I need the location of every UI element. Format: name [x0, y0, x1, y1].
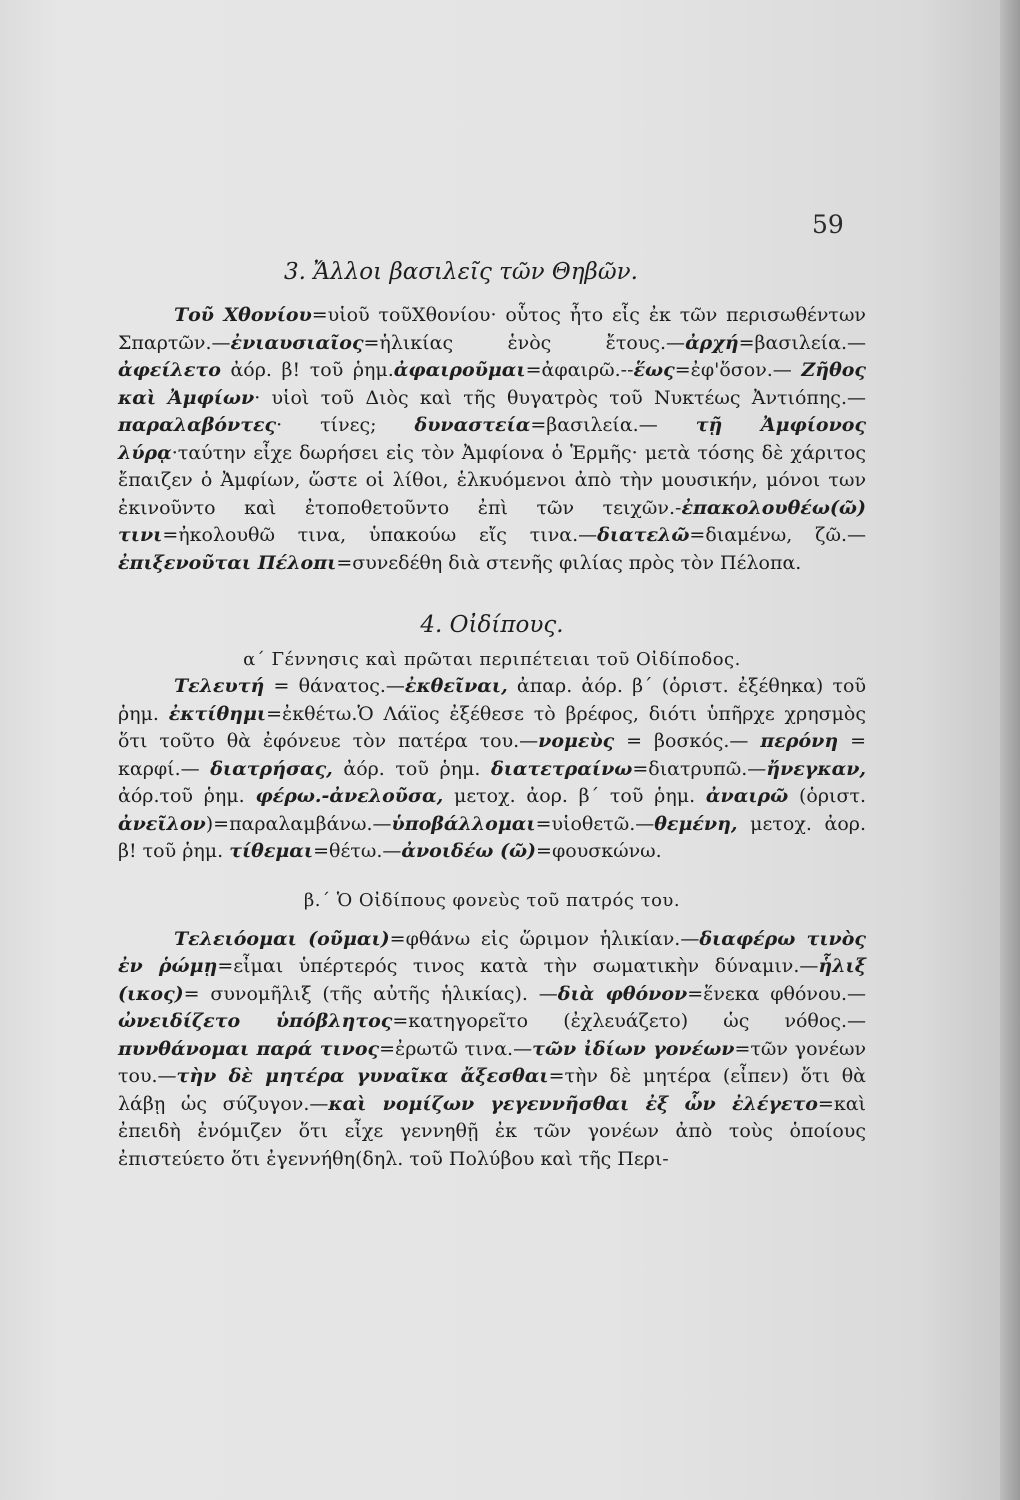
gloss-text: =διατρυπῶ.—: [632, 757, 767, 780]
gloss-text: =θέτω.—: [313, 840, 402, 862]
headword: καὶ νομίζων γεγεννῆσθαι ἐξ ὧν ἐλέγετο: [328, 1092, 818, 1115]
gloss-text: =εἶμαι ὑπέρτερός τινος κατὰ τὴν σωματικὴν δύναμιν.—: [217, 955, 819, 977]
gloss-text: =φουσκώνω.: [536, 840, 662, 862]
section-3-paragraph: [118, 302, 866, 577]
gloss-text: =συνεδέθη διὰ στενῆς φιλίας πρὸς τὸν Πέλοπα.: [336, 551, 802, 574]
gloss-text: =καὶ ἐπειδὴ ἐνόμιζεν ὅτι εἶχε γεννηθῇ ἐκ τῶν γονέων ἀπὸ τοὺς ὁποίους ἐπιστεύετο ὅτι ἐγεννήθη(δηλ. τοῦ Πολύβου καὶ τῆς Περι-: [118, 1092, 866, 1170]
gloss-text: =βασιλεία.—: [530, 414, 696, 436]
subsection-a-paragraph: [118, 673, 866, 866]
headword: διατρήσας,: [210, 757, 333, 780]
gloss-text: =κατηγορεῖτο (ἐχλευάζετο) ὡς νόθος.—: [392, 1010, 866, 1032]
gloss-text: μετοχ. ἀορ. β! τοῦ ῥημ.: [118, 812, 866, 862]
headword: ἧλιξ (ικος): [118, 955, 866, 1005]
gloss-text: =ἕνεκα φθόνου.—: [687, 982, 866, 1005]
headword: φέρω.-ἀνελοῦσα,: [255, 785, 444, 807]
gloss-text: =ἠκολουθῶ τινα, ὑπακούω εἴς τινα.—: [162, 524, 598, 546]
gloss-text: = συνομῆλιξ (τῆς αὐτῆς ἡλικίας). —: [183, 982, 558, 1005]
gloss-text: = θάνατος.—: [264, 675, 405, 697]
headword: ἕως: [633, 359, 675, 381]
headword: διατετραίνω: [491, 757, 633, 780]
headword: πυνθάνομαι παρά τινος: [118, 1037, 380, 1060]
gloss-text: =ἀφαιρῶ.--: [525, 359, 634, 381]
page-content: [118, 254, 866, 1173]
headword: ὠνειδίζετο ὑπόβλητος: [118, 1010, 393, 1032]
gloss-text: ἀόρ.τοῦ ῥημ.: [118, 785, 256, 807]
headword: ἐπιξενοῦται Πέλοπι: [118, 551, 337, 574]
headword: διατελῶ: [597, 524, 690, 546]
headword: τῇ Ἀμφίονος λύρᾳ: [118, 414, 867, 464]
headword: θεμένη,: [654, 812, 738, 835]
section-4-title: 4. Οἰδίπους.: [420, 612, 564, 638]
headword: Ζῆθος καὶ Ἀμφίων: [118, 359, 866, 409]
headword: διὰ φθόνον: [557, 982, 688, 1005]
subsection-b-title: β.΄ Ὁ Οἰδίπους φονεὺς τοῦ πατρός του.: [303, 889, 681, 911]
headword: ἀφείλετο: [118, 359, 221, 381]
gloss-text: · υἱοὶ τοῦ Διὸς καὶ τῆς θυγατρὸς τοῦ Νυκτέως Ἀντιόπης.—: [254, 386, 866, 409]
headword: νομεὺς: [538, 730, 615, 752]
subsection-a-title: α΄ Γέννησις καὶ πρῶται περιπέτειαι τοῦ Οἰδίποδος.: [243, 649, 741, 670]
gloss-text: μετοχ. ἀορ. β΄ τοῦ ῥημ.: [443, 785, 706, 807]
headword: ἐκθεῖναι,: [404, 675, 508, 697]
gloss-text: =ἡλικίας ἑνὸς ἔτους.—: [363, 331, 686, 354]
headword: ἐνιαυσιαῖος: [230, 331, 364, 354]
page-edge-shadow: [1000, 0, 1020, 1500]
headword: τὴν δὲ μητέρα γυναῖκα ἄξεσθαι: [176, 1065, 549, 1087]
gloss-text: ἀόρ. β! τοῦ ῥημ.: [220, 359, 394, 381]
gloss-text: =υἱοθετῶ.—: [535, 812, 655, 835]
headword: Τελειόομαι (οῦμαι): [174, 927, 390, 950]
headword: παραλαβόντες: [118, 414, 277, 436]
gloss-text: ἀπαρ. ἀόρ. β΄ (ὁριστ. ἐξέθηκα) τοῦ ῥημ.: [118, 675, 866, 725]
headword: ἀρχή: [685, 331, 739, 354]
gloss-text: =υἱοῦ τοῦΧθονίου· οὗτος ἦτο εἷς ἐκ τῶν περισωθέντων Σπαρτῶν.—: [118, 304, 866, 354]
headword: ἤνεγκαν,: [766, 757, 866, 780]
gloss-text: = καρφί.—: [118, 730, 866, 780]
headword: ἀνοιδέω (ῶ): [401, 840, 537, 862]
headword: διαφέρω τινὸς ἐν ῥώμῃ: [118, 927, 866, 977]
page-number: 59: [812, 210, 844, 239]
section-3-title: 3. Ἄλλοι βασιλεῖς τῶν Θηβῶν.: [284, 259, 638, 285]
gloss-text: = βοσκός.—: [614, 730, 761, 752]
gloss-text: =τῶν γονέων του.—: [118, 1037, 866, 1087]
gloss-text: =φθάνω εἰς ὥριμον ἡλικίαν.—: [389, 927, 700, 950]
headword: τίθεμαι: [229, 840, 314, 862]
gloss-text: =βασιλεία.—: [738, 331, 866, 354]
gloss-text: =ἐκθέτω.Ὁ Λάϊος ἐξέθεσε τὸ βρέφος, διότι ὑπῆρχε χρησμὸς ὅτι τοῦτο θὰ ἐφόνευε τὸν πατέρα του.—: [118, 702, 866, 752]
gloss-text: )=παραλαμβάνω.—: [205, 812, 392, 835]
gloss-text: =τὴν δὲ μητέρα (εἶπεν) ὅτι θὰ λάβῃ ὡς σύζυγον.—: [118, 1065, 866, 1115]
headword: ἐκτίθημι: [168, 702, 267, 725]
gloss-text: =διαμένω, ζῶ.—: [689, 524, 866, 546]
subsection-b-paragraph: [118, 926, 866, 1174]
gloss-text: =ἐφ'ὅσον.—: [674, 359, 802, 381]
headword: τῶν ἰδίων γονέων: [532, 1037, 735, 1060]
headword: ἀναιρῶ: [705, 785, 789, 807]
gloss-text: ἀόρ. τοῦ ῥημ.: [332, 757, 492, 780]
headword: Τοῦ Χθονίου: [174, 304, 312, 326]
headword: δυναστεία: [414, 414, 531, 436]
headword: ἀνεῖλον: [118, 812, 206, 835]
gloss-text: =ἐρωτῶ τινα.—: [379, 1037, 533, 1060]
gloss-text: (ὁριστ.: [788, 785, 867, 807]
headword: περόνη: [760, 730, 839, 752]
headword: Τελευτή: [174, 675, 265, 697]
gloss-text: ·ταύτην εἶχε δωρήσει εἰς τὸν Ἀμφίονα ὁ Ἑρμῆς· μετὰ τόσης δὲ χάριτος ἔπαιζεν ὁ Ἀμφίων, ὥστε οἱ λίθοι, ἑλκυόμενοι ἀπὸ τὴν μουσικήν, μόνοι των ἐκινοῦντο καὶ ἐτοποθετοῦντο ἐπὶ τῶν τειχῶν.-: [118, 441, 866, 519]
headword: ὑποβάλλομαι: [391, 812, 536, 835]
gloss-text: · τίνες;: [276, 414, 415, 436]
headword: ἀφαιροῦμαι: [393, 359, 526, 381]
headword: ἐπακολουθέω(ῶ) τινι: [118, 496, 866, 546]
